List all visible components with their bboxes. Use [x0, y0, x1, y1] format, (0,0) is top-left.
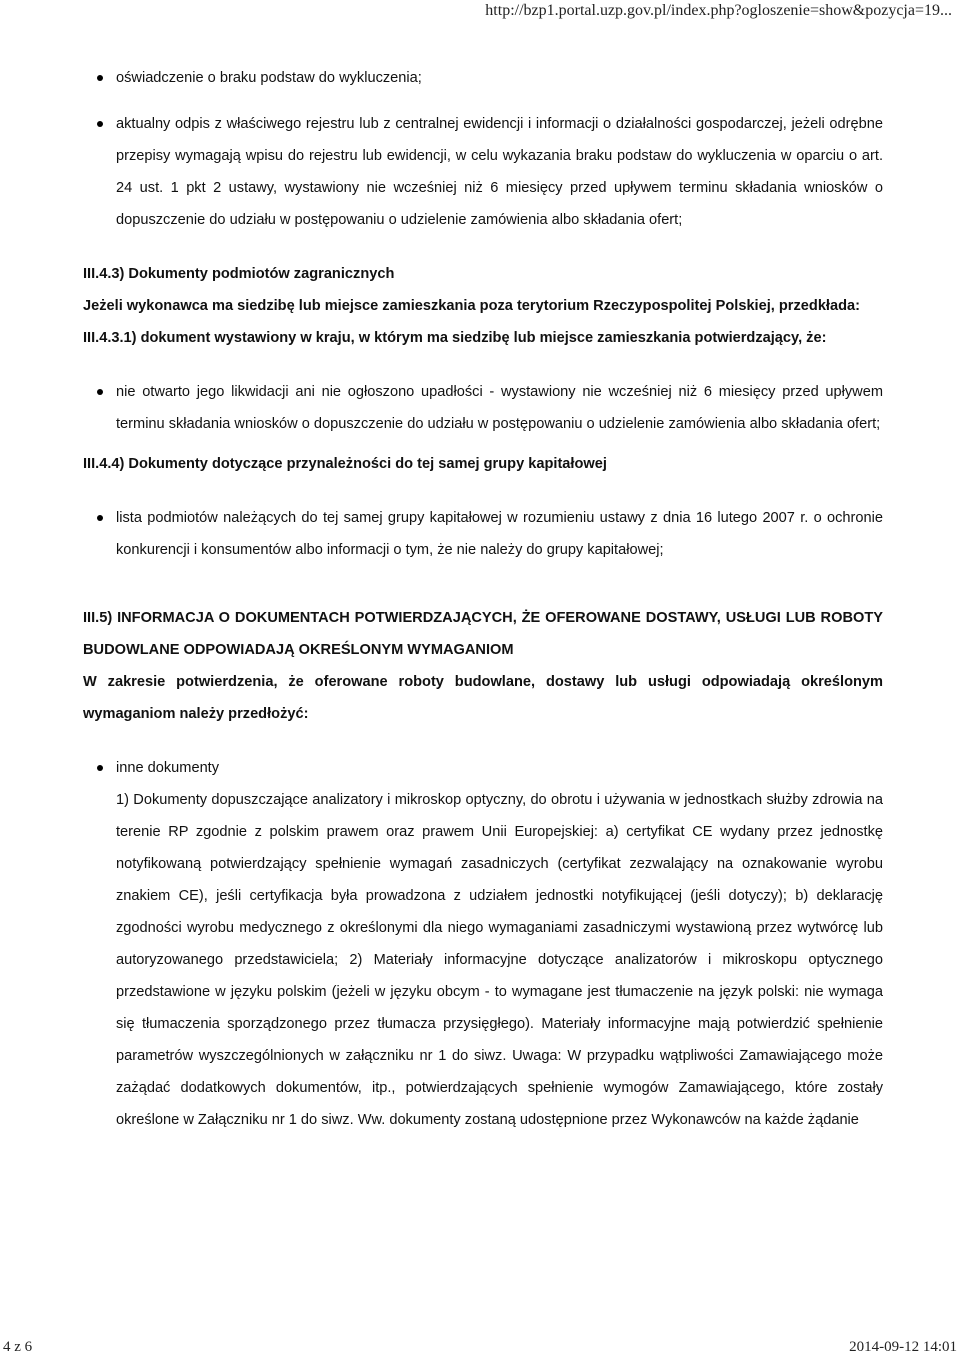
- list-item-text: inne dokumenty: [116, 760, 220, 776]
- section-heading: III.4.3) Dokumenty podmiotów zagranicznych: [83, 266, 395, 282]
- list-item: [83, 752, 883, 1136]
- section-heading: III.5) INFORMACJA O DOKUMENTACH POTWIERDZAJĄCYCH, ŻE OFEROWANE DOSTAWY, USŁUGI LUB ROBOTY BUDOWLANE ODPOWIADAJĄ OKREŚLONYM WYMAGANIOM: [83, 610, 883, 658]
- list-item-text: nie otwarto jego likwidacji ani nie ogłoszono upadłości - wystawiony nie wcześniej niż 6 miesięcy przed upływem terminu składania wniosków o dopuszczenie do udziału w postępowaniu o udzielenie zamówienia albo składania ofert;: [116, 384, 883, 432]
- list-item: [83, 108, 883, 236]
- bullet-icon: [97, 389, 103, 395]
- list-item: [83, 376, 883, 440]
- list-item-text: oświadczenie o braku podstaw do wykluczenia;: [116, 70, 422, 86]
- list-item: [83, 502, 883, 566]
- list-item-text: lista podmiotów należących do tej samej grupy kapitałowej w rozumieniu ustawy z dnia 16 lutego 2007 r. o ochronie konkurencji i konsumentów albo informacji o tym, że nie należy do grupy kapitałowej;: [116, 510, 883, 558]
- bullet-icon: [97, 515, 103, 521]
- print-datetime: 2014-09-12 14:01: [849, 1339, 957, 1355]
- section-heading: III.4.3.1) dokument wystawiony w kraju, w którym ma siedzibę lub miejsce zamieszkania potwierdzający, że:: [83, 330, 827, 346]
- bullet-icon: [97, 765, 103, 771]
- page-number: 4 z 6: [3, 1339, 33, 1355]
- bullet-icon: [97, 75, 103, 81]
- section-subheading: W zakresie potwierdzenia, że oferowane roboty budowlane, dostawy lub usługi odpowiadają określonym wymaganiom należy przedłożyć:: [83, 674, 883, 722]
- list-item-body: 1) Dokumenty dopuszczające analizatory i mikroskop optyczny, do obrotu i używania w jednostkach służby zdrowia na terenie RP zgodnie z polskim prawem oraz prawem Unii Europejskiej: a) certyfikat CE wydany przez jednostkę notyfikowaną potwierdzający spełnienie wymagań zasadniczych (certyfikat zezwalający na oznakowanie wyrobu znakiem CE), jeśli certyfikacja była prowadzona z udziałem jednostki notyfikującej (jeśli dotyczy); b) deklarację zgodności wyrobu medycznego z określonymi dla niego wymaganiami zasadniczymi wystawioną przez wytwórcę lub autoryzowanego przedstawiciela; 2) Materiały informacyjne dotyczące analizatorów i mikroskopu optycznego przedstawione w języku polskim (jeżeli w języku obcym - to wymagane jest tłumaczenie na język polski: nie wymaga się tłumaczenia sporządzonego przez tłumacza przysięgłego). Materiały informacyjne mają potwierdzić spełnienie parametrów wyszczególnionych w załączniku nr 1 do siwz. Uwaga: W przypadku wątpliwości Zamawiającego może zażądać dodatkowych dokumentów, itp., potwierdzających spełnienie wymogów Zamawiającego, które zostały określone w Załączniku nr 1 do siwz. Ww. dokumenty zostaną udostępnione przez Wykonawców na każde żądanie: [116, 792, 883, 1128]
- list-item-text: aktualny odpis z właściwego rejestru lub z centralnej ewidencji i informacji o działalności gospodarczej, jeżeli odrębne przepisy wymagają wpisu do rejestru lub ewidencji, w celu wykazania braku podstaw do wykluczenia w oparciu o art. 24 ust. 1 pkt 2 ustawy, wystawiony nie wcześniej niż 6 miesięcy przed upływem terminu składania wniosków o dopuszczenie do udziału w postępowaniu o udzielenie zamówienia albo składania ofert;: [116, 116, 883, 228]
- document-body: [83, 62, 883, 1136]
- list-item: [83, 62, 883, 94]
- page-header-url: http://bzp1.portal.uzp.gov.pl/index.php?ogloszenie=show&pozycja=19...: [485, 2, 952, 19]
- bullet-icon: [97, 121, 103, 127]
- section-subheading: Jeżeli wykonawca ma siedzibę lub miejsce zamieszkania poza terytorium Rzeczypospolitej Polskiej, przedkłada:: [83, 298, 860, 314]
- section-heading: III.4.4) Dokumenty dotyczące przynależności do tej samej grupy kapitałowej: [83, 456, 607, 472]
